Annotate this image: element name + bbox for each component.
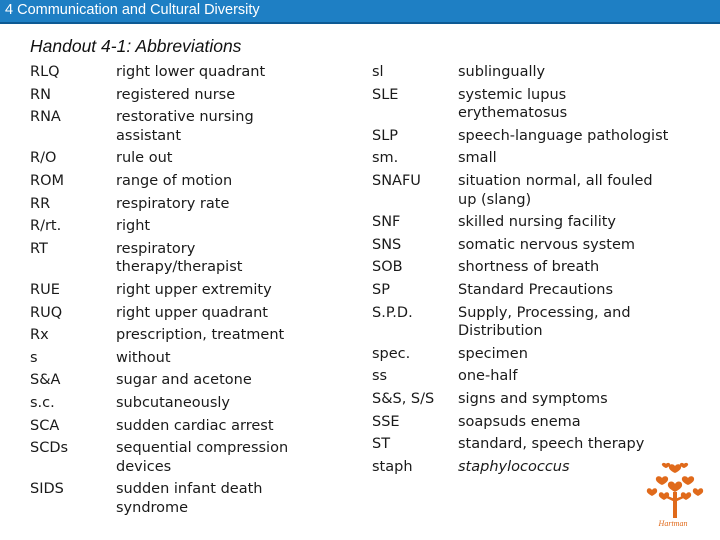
definition-line: soapsuds enema — [458, 413, 581, 430]
abbreviation-term: RT — [30, 240, 48, 257]
abbreviation-term: SCA — [30, 417, 60, 434]
abbreviation-term: R/O — [30, 150, 57, 167]
abbreviation-definition — [458, 63, 668, 82]
header-bar — [0, 0, 720, 22]
definition-line: sudden infant death — [116, 481, 263, 498]
abbreviation-definition — [116, 304, 288, 323]
definition-line: rule out — [116, 150, 173, 167]
abbreviation-definition — [116, 149, 288, 168]
abbreviation-term: ss — [372, 368, 388, 385]
abbreviation-term: SIDS — [30, 481, 64, 498]
definition-line: erythematosus — [458, 105, 568, 122]
header-title: 4 Communication and Cultural Diversity — [5, 2, 260, 18]
abbreviation-term: sm. — [372, 150, 399, 167]
definition-line: sudden cardiac arrest — [116, 417, 274, 434]
abbreviation-definition — [458, 345, 668, 364]
definition-line: systemic lupus — [458, 86, 567, 103]
abbreviation-definition — [116, 480, 288, 517]
definition-line: Distribution — [458, 323, 543, 340]
definition-line: up (slang) — [458, 191, 532, 208]
abbreviation-definition — [458, 236, 668, 255]
definition-line: sugar and acetone — [116, 372, 252, 389]
abbreviation-term: SLE — [372, 86, 399, 103]
definition-line: speech-language pathologist — [458, 127, 669, 144]
abbreviation-term: staph — [372, 458, 413, 475]
definition-line: specimen — [458, 345, 528, 362]
definition-line: range of motion — [116, 172, 233, 189]
abbreviation-definition — [116, 439, 288, 476]
abbreviation-definition — [116, 240, 288, 277]
abbreviation-term: S.P.D. — [372, 304, 413, 321]
abbreviation-definition — [116, 108, 288, 145]
abbreviation-definition — [116, 172, 288, 191]
abbreviation-term: R/rt. — [30, 218, 62, 235]
abbreviation-definition — [116, 63, 288, 82]
abbreviation-term: SSE — [372, 413, 400, 430]
abbreviation-term: RUQ — [30, 304, 63, 321]
abbreviation-term: sl — [372, 64, 384, 80]
abbreviation-definition — [458, 258, 668, 277]
abbreviation-term: S&A — [30, 372, 61, 389]
definition-line: syndrome — [116, 499, 189, 516]
abbreviation-term: Rx — [30, 327, 49, 344]
abbreviation-term: RN — [30, 86, 51, 103]
right-abbreviation-column — [372, 63, 434, 480]
definition-line: Supply, Processing, and — [458, 304, 631, 321]
definition-line: signs and symptoms — [458, 390, 608, 407]
abbreviation-term: SNAFU — [372, 172, 421, 189]
abbreviation-definition — [458, 281, 668, 300]
hartman-logo: Hartman — [658, 519, 688, 528]
handout-title: Handout 4-1: Abbreviations — [30, 36, 242, 56]
abbreviation-term: SNS — [372, 236, 402, 253]
abbreviation-definition — [116, 195, 288, 214]
abbreviation-term: SP — [372, 281, 390, 298]
abbreviation-term: RNA — [30, 109, 61, 126]
abbreviation-definition — [116, 326, 288, 345]
abbreviation-definition — [458, 367, 668, 386]
abbreviation-definition — [458, 458, 668, 477]
definition-line: therapy/therapist — [116, 259, 243, 276]
definition-line: devices — [116, 458, 172, 475]
definition-line: assistant — [116, 127, 182, 144]
abbreviation-definition — [458, 304, 668, 341]
abbreviation-definition — [458, 413, 668, 432]
left-abbreviation-column — [30, 63, 68, 521]
left-definition-column — [116, 63, 288, 521]
abbreviation-definition — [458, 127, 668, 146]
definition-line: right lower quadrant — [116, 64, 266, 80]
abbreviation-term: RUE — [30, 281, 60, 298]
abbreviation-definition — [116, 349, 288, 368]
abbreviation-definition — [116, 86, 288, 105]
abbreviation-term: s.c. — [30, 394, 55, 411]
abbreviation-definition — [458, 149, 668, 168]
definition-line: subcutaneously — [116, 394, 231, 411]
abbreviation-definition — [116, 217, 288, 236]
definition-line: registered nurse — [116, 86, 236, 103]
abbreviation-definition — [458, 172, 668, 209]
right-definition-column — [458, 63, 668, 480]
definition-line: right upper quadrant — [116, 304, 268, 321]
definition-line: standard, speech therapy — [458, 436, 645, 453]
abbreviation-term: SNF — [372, 214, 401, 231]
abbreviation-definition — [458, 435, 668, 454]
definition-line: right — [116, 218, 151, 235]
definition-line: one-half — [458, 368, 518, 385]
abbreviation-term: RR — [30, 195, 51, 212]
definition-line: somatic nervous system — [458, 236, 636, 253]
abbreviation-definition — [458, 213, 668, 232]
definition-line: restorative nursing — [116, 109, 254, 126]
abbreviation-term: s — [30, 349, 38, 366]
definition-line: without — [116, 349, 171, 366]
definition-line: sublingually — [458, 64, 546, 80]
definition-line: respiratory rate — [116, 195, 230, 212]
abbreviation-term: ROM — [30, 172, 64, 189]
abbreviation-term: RLQ — [30, 64, 60, 80]
definition-line: skilled nursing facility — [458, 214, 617, 231]
abbreviation-definition — [116, 417, 288, 436]
definition-line: staphylococcus — [458, 458, 570, 475]
abbreviation-term: spec. — [372, 345, 411, 362]
abbreviation-term: SLP — [372, 127, 399, 144]
abbreviation-definition — [458, 86, 668, 123]
abbreviation-term: S&S, S/S — [372, 390, 435, 407]
definition-line: respiratory — [116, 240, 196, 257]
definition-line: right upper extremity — [116, 281, 272, 298]
definition-line: prescription, treatment — [116, 327, 285, 344]
definition-line: situation normal, all fouled — [458, 172, 653, 189]
definition-line: Standard Precautions — [458, 281, 614, 298]
definition-line: sequential compression — [116, 440, 289, 457]
abbreviation-term: SOB — [372, 259, 403, 276]
abbreviation-definition — [116, 281, 288, 300]
abbreviation-definition — [458, 390, 668, 409]
header-divider — [0, 22, 720, 24]
abbreviation-term: SCDs — [30, 440, 69, 457]
definition-line: small — [458, 150, 497, 167]
abbreviation-term: ST — [372, 436, 391, 453]
abbreviation-definition — [116, 394, 288, 413]
abbreviation-definition — [116, 371, 288, 390]
definition-line: shortness of breath — [458, 259, 600, 276]
